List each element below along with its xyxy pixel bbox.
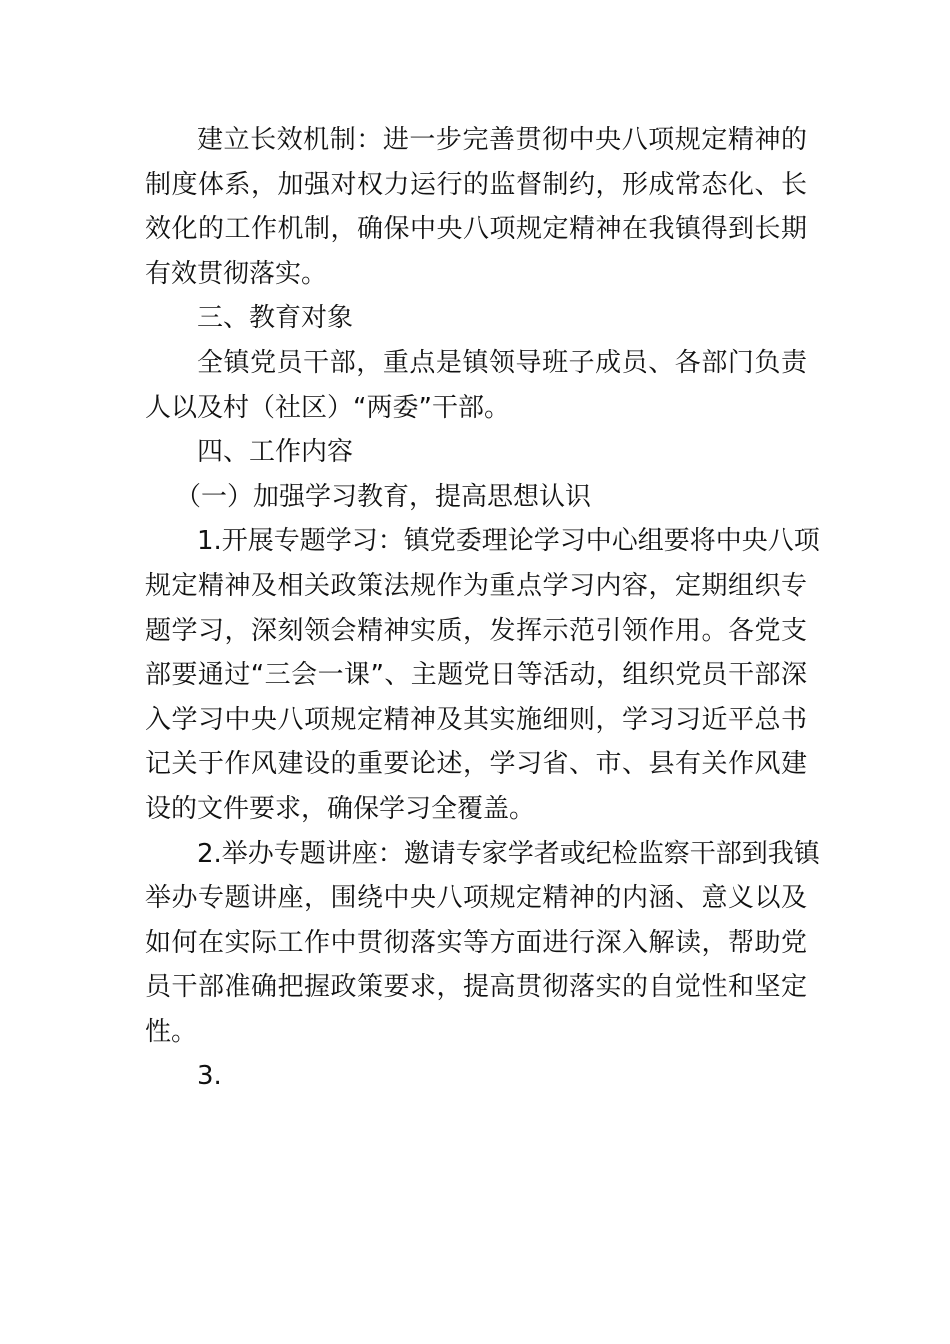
paragraph xyxy=(145,475,807,520)
paragraph xyxy=(145,296,807,341)
paragraph xyxy=(145,519,820,831)
paragraph xyxy=(145,430,807,475)
text-line: 设的文件要求，确保学习全覆盖。 xyxy=(145,793,536,824)
text-line: 1.开展专题学习：镇党委理论学习中心组要将中央八项 xyxy=(197,526,820,557)
text-line: 如何在实际工作中贯彻落实等方面进行深入解读，帮助党 xyxy=(145,927,807,958)
text-line: 人以及村（社区）“两委”干部。 xyxy=(145,392,510,423)
text-line: 入学习中央八项规定精神及其实施细则，学习习近平总书 xyxy=(145,704,807,735)
text-line: 全镇党员干部，重点是镇领导班子成员、各部门负责 xyxy=(197,347,807,378)
text-line: 有效贯彻落实。 xyxy=(145,258,328,289)
text-line: 建立长效机制：进一步完善贯彻中央八项规定精神的 xyxy=(197,125,807,155)
text-line: 3. xyxy=(197,1061,222,1092)
paragraph xyxy=(145,341,807,430)
text-line: 三、教育对象 xyxy=(197,303,354,334)
paragraph xyxy=(145,832,820,1055)
text-line: 规定精神及相关政策法规作为重点学习内容，定期组织专 xyxy=(145,570,807,601)
text-line: 四、工作内容 xyxy=(197,437,354,468)
text-line: 题学习，深刻领会精神实质，发挥示范引领作用。各党支 xyxy=(145,615,807,646)
paragraph xyxy=(145,1054,807,1099)
text-line: 记关于作风建设的重要论述，学习省、市、县有关作风建 xyxy=(145,749,807,780)
text-line: 效化的工作机制，确保中央八项规定精神在我镇得到长期 xyxy=(145,214,807,245)
document-page xyxy=(145,118,820,1099)
text-line: 制度体系，加强对权力运行的监督制约，形成常态化、长 xyxy=(145,169,807,200)
text-line: 2.举办专题讲座：邀请专家学者或纪检监察干部到我镇 xyxy=(197,838,820,869)
text-line: 员干部准确把握政策要求，提高贯彻落实的自觉性和坚定 xyxy=(145,972,807,1003)
text-line: 部要通过“三会一课”、主题党日等活动，组织党员干部深 xyxy=(145,660,807,691)
text-line: 举办专题讲座，围绕中央八项规定精神的内涵、意义以及 xyxy=(145,883,807,914)
text-line: 性。 xyxy=(145,1016,198,1047)
paragraph xyxy=(145,118,807,296)
text-line: （一）加强学习教育，提高思想认识 xyxy=(175,481,592,512)
